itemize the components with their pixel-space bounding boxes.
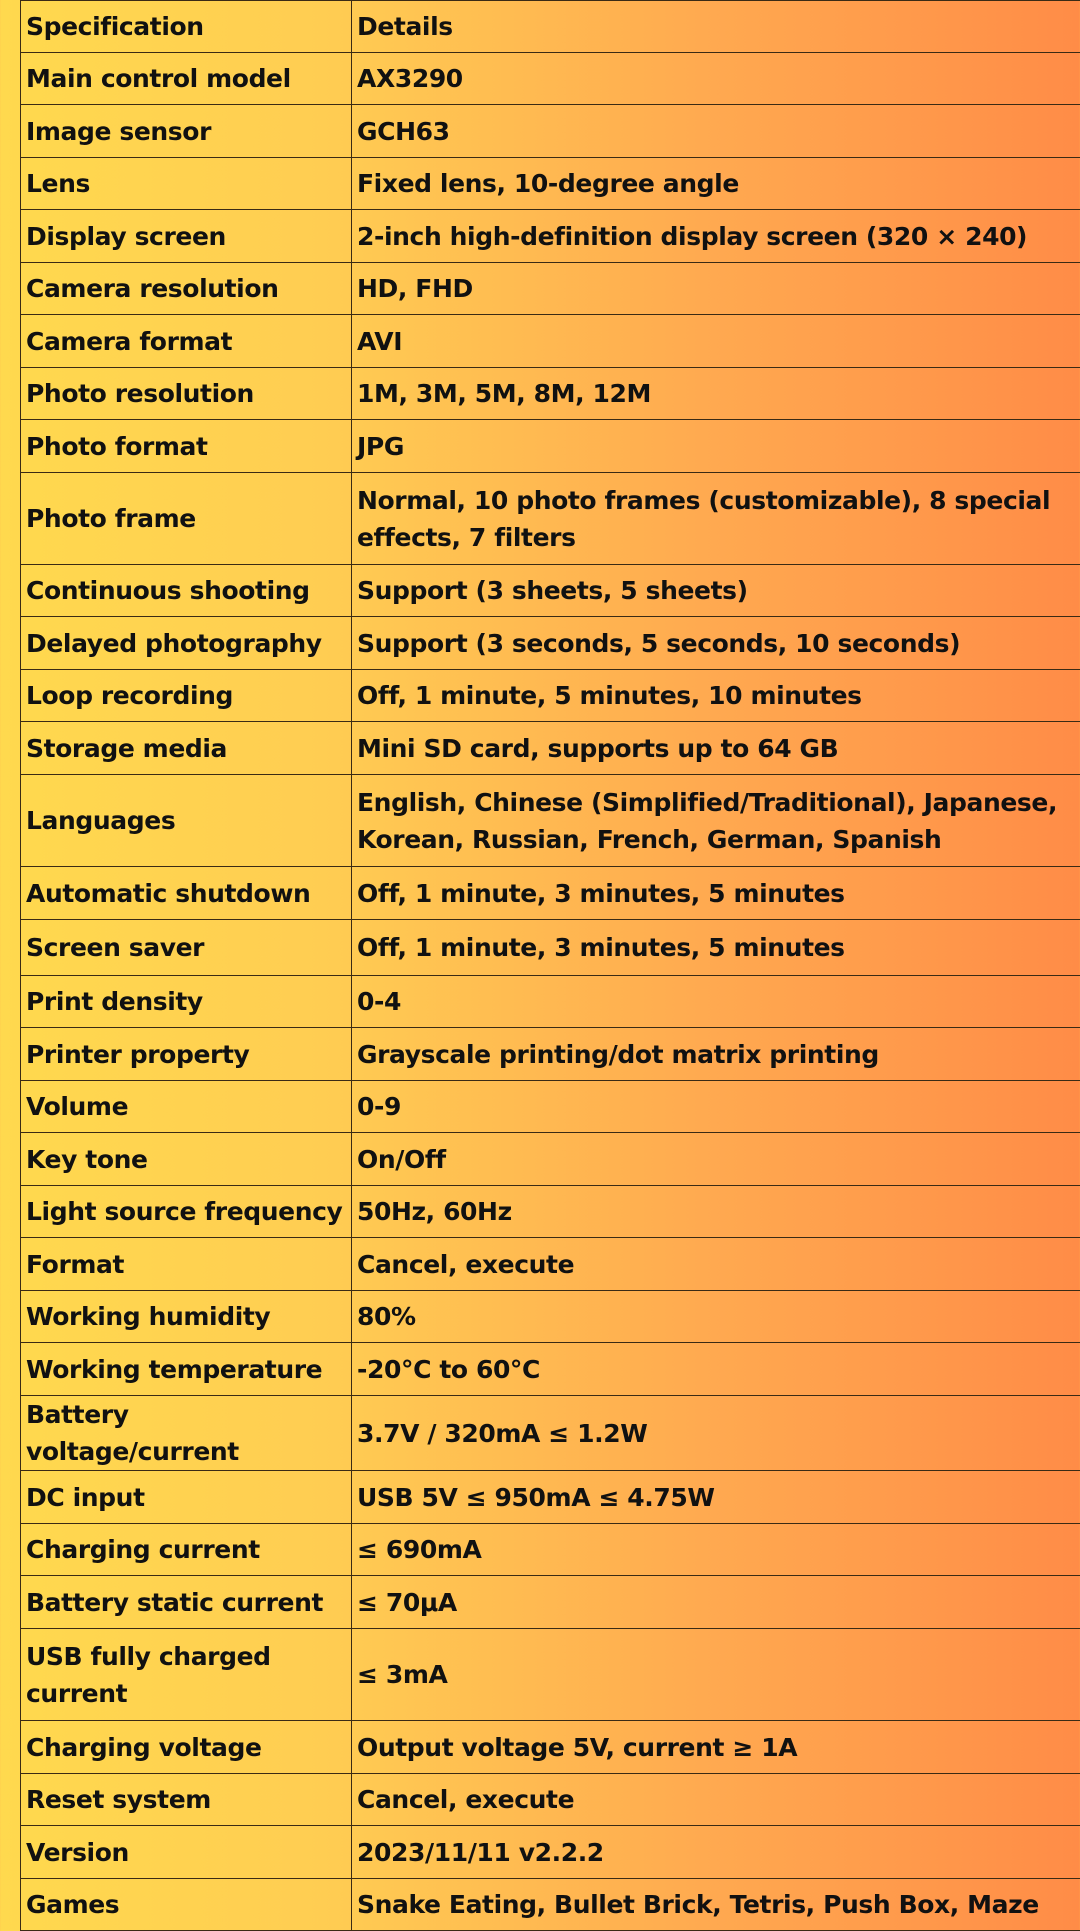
spec-cell: Lens <box>21 158 352 210</box>
spec-cell: Printer property <box>21 1028 352 1081</box>
details-cell: Mini SD card, supports up to 64 GB <box>352 722 1080 775</box>
details-cell: ≤ 3mA <box>352 1629 1080 1721</box>
details-cell: AVI <box>352 315 1080 368</box>
details-cell: Cancel, execute <box>352 1238 1080 1291</box>
details-cell: 80% <box>352 1291 1080 1343</box>
details-cell: 2-inch high-definition display screen (320 × 240) <box>352 210 1080 263</box>
table-row <box>21 1879 1080 1931</box>
details-cell: Off, 1 minute, 3 minutes, 5 minutes <box>352 920 1080 976</box>
spec-cell: Languages <box>21 775 352 867</box>
table-row <box>21 473 1080 565</box>
table-row <box>21 976 1080 1028</box>
table-row <box>21 1576 1080 1629</box>
header-details: Details <box>352 1 1080 53</box>
table-row <box>21 565 1080 617</box>
spec-cell: Photo frame <box>21 473 352 565</box>
table-row <box>21 210 1080 263</box>
details-cell: 1M, 3M, 5M, 8M, 12M <box>352 368 1080 420</box>
spec-cell: Print density <box>21 976 352 1028</box>
spec-cell: Camera format <box>21 315 352 368</box>
spec-table <box>20 0 1080 1931</box>
spec-cell: Automatic shutdown <box>21 867 352 920</box>
table-header-row <box>21 1 1080 53</box>
spec-cell: Games <box>21 1879 352 1931</box>
table-row <box>21 1774 1080 1826</box>
table-row <box>21 1721 1080 1774</box>
details-cell: 3.7V / 320mA ≤ 1.2W <box>352 1396 1080 1471</box>
details-cell: ≤ 690mA <box>352 1524 1080 1576</box>
details-cell: 50Hz, 60Hz <box>352 1186 1080 1238</box>
details-cell: 0-4 <box>352 976 1080 1028</box>
table-row <box>21 1291 1080 1343</box>
spec-cell: Image sensor <box>21 105 352 158</box>
table-row <box>21 1826 1080 1879</box>
spec-cell: Camera resolution <box>21 263 352 315</box>
details-cell: English, Chinese (Simplified/Traditional), Japanese, Korean, Russian, French, German, Spanish <box>352 775 1080 867</box>
spec-cell: Working temperature <box>21 1343 352 1396</box>
table-row <box>21 1238 1080 1291</box>
spec-cell: Volume <box>21 1081 352 1133</box>
spec-cell: DC input <box>21 1471 352 1524</box>
details-cell: Support (3 seconds, 5 seconds, 10 seconds) <box>352 617 1080 670</box>
spec-cell: Working humidity <box>21 1291 352 1343</box>
table-row <box>21 920 1080 976</box>
table-row <box>21 1081 1080 1133</box>
table-row <box>21 53 1080 105</box>
details-cell: JPG <box>352 420 1080 473</box>
table-row <box>21 722 1080 775</box>
table-row <box>21 263 1080 315</box>
table-row <box>21 1186 1080 1238</box>
spec-cell: Format <box>21 1238 352 1291</box>
spec-cell: USB fully charged current <box>21 1629 352 1721</box>
header-spec: Specification <box>21 1 352 53</box>
spec-cell: Key tone <box>21 1133 352 1186</box>
spec-cell: Loop recording <box>21 670 352 722</box>
details-cell: Output voltage 5V, current ≥ 1A <box>352 1721 1080 1774</box>
spec-cell: Light source frequency <box>21 1186 352 1238</box>
details-cell: USB 5V ≤ 950mA ≤ 4.75W <box>352 1471 1080 1524</box>
table-row <box>21 775 1080 867</box>
details-cell: Off, 1 minute, 5 minutes, 10 minutes <box>352 670 1080 722</box>
details-cell: Fixed lens, 10-degree angle <box>352 158 1080 210</box>
table-row <box>21 368 1080 420</box>
table-row <box>21 158 1080 210</box>
details-cell: Snake Eating, Bullet Brick, Tetris, Push Box, Maze <box>352 1879 1080 1931</box>
spec-cell: Photo resolution <box>21 368 352 420</box>
spec-cell: Battery voltage/current <box>21 1396 352 1471</box>
table-row <box>21 315 1080 368</box>
details-cell: AX3290 <box>352 53 1080 105</box>
table-row <box>21 1629 1080 1721</box>
details-cell: Support (3 sheets, 5 sheets) <box>352 565 1080 617</box>
details-cell: Normal, 10 photo frames (customizable), 8 special effects, 7 filters <box>352 473 1080 565</box>
table-row <box>21 670 1080 722</box>
spec-cell: Version <box>21 1826 352 1879</box>
table-row <box>21 617 1080 670</box>
details-cell: HD, FHD <box>352 263 1080 315</box>
spec-cell: Continuous shooting <box>21 565 352 617</box>
spec-cell: Storage media <box>21 722 352 775</box>
table-row <box>21 867 1080 920</box>
spec-cell: Photo format <box>21 420 352 473</box>
details-cell: Cancel, execute <box>352 1774 1080 1826</box>
spec-cell: Screen saver <box>21 920 352 976</box>
details-cell: -20°C to 60°C <box>352 1343 1080 1396</box>
spec-sheet <box>20 0 1080 1920</box>
details-cell: On/Off <box>352 1133 1080 1186</box>
details-cell: 0-9 <box>352 1081 1080 1133</box>
details-cell: GCH63 <box>352 105 1080 158</box>
spec-cell: Charging voltage <box>21 1721 352 1774</box>
details-cell: Off, 1 minute, 3 minutes, 5 minutes <box>352 867 1080 920</box>
details-cell: ≤ 70μA <box>352 1576 1080 1629</box>
spec-cell: Main control model <box>21 53 352 105</box>
table-row <box>21 1133 1080 1186</box>
table-row <box>21 420 1080 473</box>
spec-cell: Delayed photography <box>21 617 352 670</box>
details-cell: Grayscale printing/dot matrix printing <box>352 1028 1080 1081</box>
table-row <box>21 1524 1080 1576</box>
table-row <box>21 1471 1080 1524</box>
details-cell: 2023/11/11 v2.2.2 <box>352 1826 1080 1879</box>
spec-cell: Reset system <box>21 1774 352 1826</box>
table-row <box>21 1028 1080 1081</box>
spec-cell: Battery static current <box>21 1576 352 1629</box>
table-row <box>21 105 1080 158</box>
table-row <box>21 1343 1080 1396</box>
spec-cell: Display screen <box>21 210 352 263</box>
table-row <box>21 1396 1080 1471</box>
spec-cell: Charging current <box>21 1524 352 1576</box>
